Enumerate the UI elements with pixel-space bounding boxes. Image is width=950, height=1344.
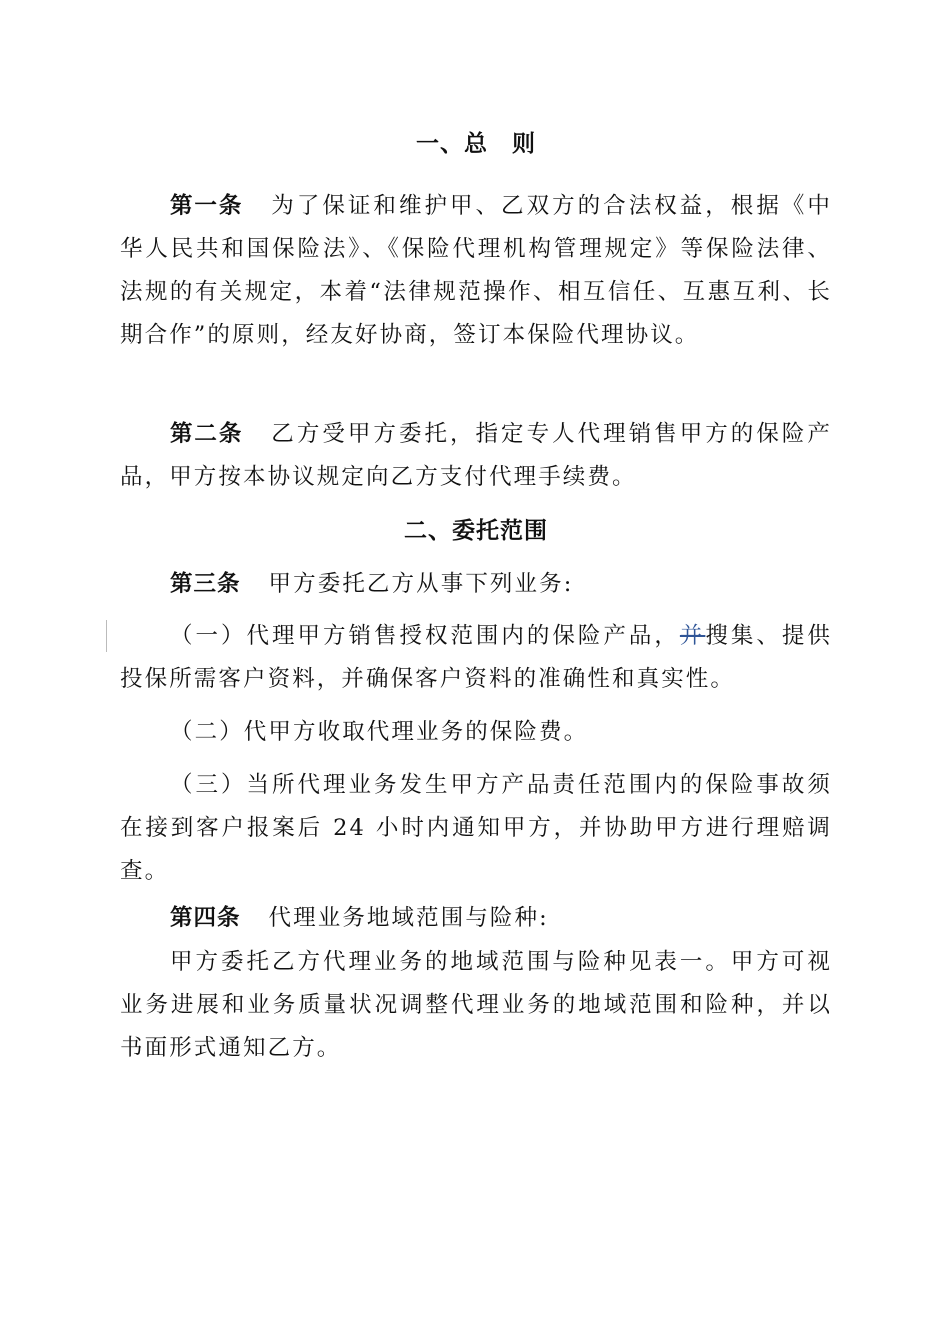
article-4-label: 第四条 (170, 905, 241, 931)
item-1-text-before: （一）代理甲方销售授权范围内的保险产品， (170, 623, 680, 649)
article-4-text: 代理业务地域范围与险种: (268, 905, 549, 931)
section-heading-general: 一、总 则 (416, 131, 536, 157)
tracked-deletion: 并 (679, 623, 706, 649)
article-3-item-2 (120, 711, 832, 754)
item-3-text: （三）当所代理业务发生甲方产品责任范围内的保险事故须在接到客户报案后 24 小时内通知甲方，并协助甲方进行理赔调查。 (120, 772, 832, 884)
revision-change-bar (106, 620, 107, 652)
article-3-label: 第三条 (170, 571, 241, 597)
item-2-text: （二）代甲方收取代理业务的保险费。 (170, 719, 589, 745)
article-4-body (120, 941, 832, 1070)
article-3-paragraph (120, 563, 832, 606)
article-1-label: 第一条 (170, 193, 244, 219)
article-3-text: 甲方委托乙方从事下列业务: (268, 571, 574, 597)
article-1-text: 为了保证和维护甲、乙双方的合法权益，根据《中华人民共和国保险法》、《保险代理机构管理规定》等保险法律、法规的有关规定，本着“法律规范操作、相互信任、互惠互利、长期合作”的原则，经友好协商，签订本保险代理协议。 (120, 193, 832, 348)
article-2-text: 乙方受甲方委托，指定专人代理销售甲方的保险产品，甲方按本协议规定向乙方支付代理手续费。 (120, 421, 832, 490)
article-3-item-1 (120, 615, 832, 701)
article-3-item-3 (120, 764, 832, 893)
article-2-label: 第二条 (170, 421, 244, 447)
article-1-paragraph (120, 185, 832, 357)
item-1-text-after: 搜集、提供投保所需客户资料，并确保客户资料的准确性和真实性。 (120, 623, 832, 692)
article-2-paragraph (120, 413, 832, 499)
article-4-paragraph (120, 897, 832, 940)
article-4-body-text: 甲方委托乙方代理业务的地域范围与险种见表一。甲方可视业务进展和业务质量状况调整代理业务的地域范围和险种，并以书面形式通知乙方。 (120, 949, 832, 1061)
section-heading-scope: 二、委托范围 (404, 518, 548, 544)
